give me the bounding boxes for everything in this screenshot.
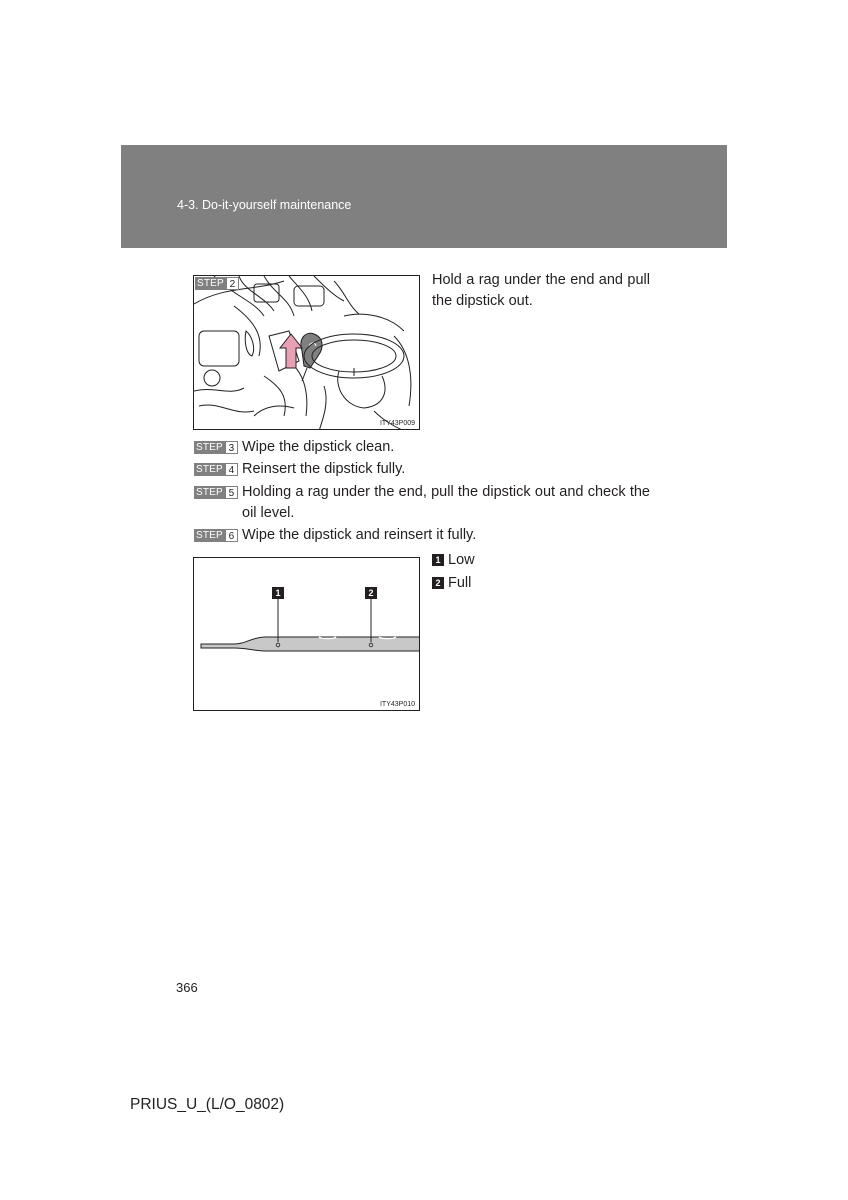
step-label: STEP	[196, 464, 223, 475]
footer-code: PRIUS_U_(L/O_0802)	[130, 1096, 285, 1113]
step-number: 6	[225, 529, 238, 542]
step-4-badge	[194, 463, 238, 476]
figure-code: ITY43P009	[379, 420, 415, 427]
dipstick-level-figure	[193, 557, 420, 711]
page-number: 366	[176, 980, 198, 995]
engine-dipstick-figure	[193, 275, 420, 430]
callout-1: 1	[272, 587, 284, 599]
step-5-badge	[194, 486, 238, 499]
step-2-text: Hold a rag under the end and pull the dipstick out.	[432, 272, 650, 309]
step-6-text: Wipe the dipstick and reinsert it fully.	[242, 527, 477, 543]
legend-number: 1	[432, 554, 444, 566]
dipstick-illustration	[194, 558, 420, 711]
legend-item-low	[432, 552, 475, 568]
step-number: 5	[225, 486, 238, 499]
callout-2: 2	[365, 587, 377, 599]
section-header-band	[121, 145, 727, 248]
step-4-text: Reinsert the dipstick fully.	[242, 461, 406, 477]
step-label: STEP	[196, 487, 223, 498]
step-number: 3	[225, 441, 238, 454]
legend-label: Full	[448, 575, 472, 591]
legend-item-full	[432, 575, 471, 591]
step-3-text: Wipe the dipstick clean.	[242, 439, 395, 455]
section-title: 4-3. Do-it-yourself maintenance	[177, 198, 352, 212]
step-6-badge	[194, 529, 238, 542]
step-2-badge	[195, 277, 239, 290]
step-3-badge	[194, 441, 238, 454]
step-label: STEP	[197, 278, 224, 289]
step-label: STEP	[196, 442, 223, 453]
legend-number: 2	[432, 577, 444, 589]
step-number: 4	[225, 463, 238, 476]
step-label: STEP	[196, 530, 223, 541]
figure-code: ITY43P010	[379, 701, 415, 708]
step-number: 2	[226, 277, 239, 290]
engine-illustration	[194, 276, 420, 430]
legend-label: Low	[448, 552, 475, 568]
step-5-text: Holding a rag under the end, pull the dipstick out and check the oil level.	[242, 484, 650, 521]
